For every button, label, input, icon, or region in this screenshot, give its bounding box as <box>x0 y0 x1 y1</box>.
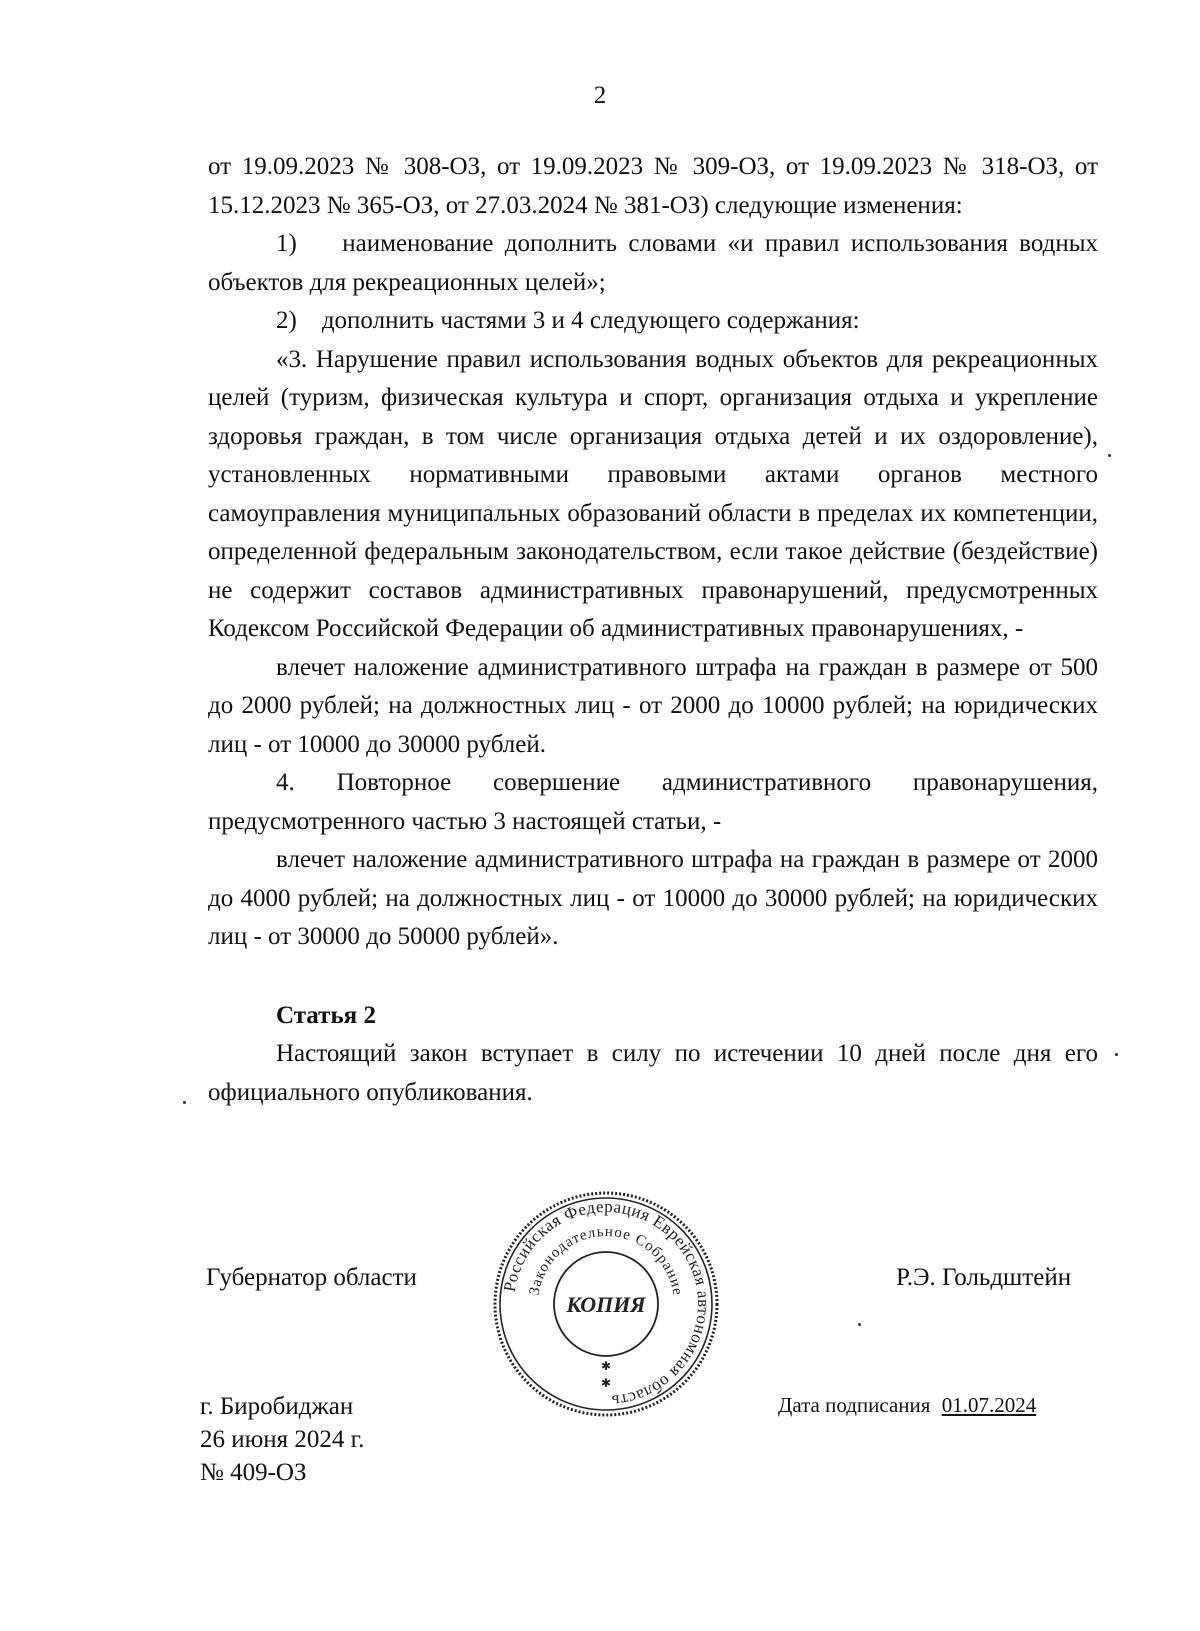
signing-date-label: Дата подписания <box>778 1393 931 1417</box>
city: г. Биробиджан <box>200 1393 354 1420</box>
place-block <box>200 1390 364 1489</box>
seal-star-icon: ✱ <box>600 1359 612 1373</box>
scan-speck <box>1115 1053 1118 1056</box>
part-4-penalty: влечет наложение административного штрафа на граждан в размере от 2000 до 4000 рублей; на должностных лиц - от 10000 до 30000 рублей; на юридических лиц - от 30000 до 50000 рублей». <box>208 846 1098 950</box>
page-number: 2 <box>593 82 607 109</box>
part-4-text: 4. Повторное совершение административного правонарушения, предусмотренного частью 3 настоящей статьи, - <box>208 769 1098 835</box>
seal-outer-text: Российская Федерация Еврейская автономная область <box>499 1196 714 1411</box>
seal-inner-text: Законодательное Собрание <box>526 1223 686 1297</box>
seal-star-icon: ✱ <box>600 1376 612 1390</box>
document-body <box>208 148 1098 1112</box>
amendment-item-2: 2) дополнить частями 3 и 4 следующего содержания: <box>276 307 860 334</box>
governor-title: Губернатор области <box>206 1264 417 1291</box>
article-heading: Статья 2 <box>276 1001 376 1029</box>
amendment-intro: от 19.09.2023 № 308-ОЗ, от 19.09.2023 № 309-ОЗ, от 19.09.2023 № 318-ОЗ, от 15.12.2023 № 365-ОЗ, от 27.03.2024 № 381-ОЗ) следующие изменения: <box>208 153 1098 219</box>
scan-speck <box>858 1323 861 1326</box>
governor-name: Р.Э. Гольдштейн <box>896 1264 1072 1291</box>
amendment-item-1: 1) наименование дополнить словами «и правил использования водных объектов для рекреационных целей»; <box>208 230 1098 296</box>
law-number: № 409-ОЗ <box>200 1459 307 1486</box>
part-3-penalty: влечет наложение административного штрафа на граждан в размере от 500 до 2000 рублей; на должностных лиц - от 2000 до 10000 рублей; на юридических лиц - от 10000 до 30000 рублей. <box>208 653 1098 758</box>
part-3-text: «3. Нарушение правил использования водных объектов для рекреационных целей (туризм, физическая культура и спорт, организация отдыха и укрепление здоровья граждан, в том числе организация отдыха детей и их оздоровление), установленных нормативными правовыми актами органов местного самоуправления муниципальных образований области в пределах их компетенции, определенной федеральным законодательством, если такое действие (бездействие) не содержит составов административных правонарушений, предусмотренных Кодексом Российской Федерации об административных правонарушениях, - <box>208 345 1098 642</box>
signing-date-block <box>778 1393 1036 1418</box>
article-text: Настоящий закон вступает в силу по истечении 10 дней после дня его официального опубликования. <box>208 1040 1098 1106</box>
scan-speck <box>183 1101 186 1104</box>
official-seal <box>490 1188 722 1420</box>
seal-center-text: КОПИЯ <box>566 1292 646 1317</box>
scan-speck <box>1108 454 1111 457</box>
signing-date-value: 01.07.2024 <box>941 1393 1037 1417</box>
adoption-date: 26 июня 2024 г. <box>200 1426 365 1453</box>
